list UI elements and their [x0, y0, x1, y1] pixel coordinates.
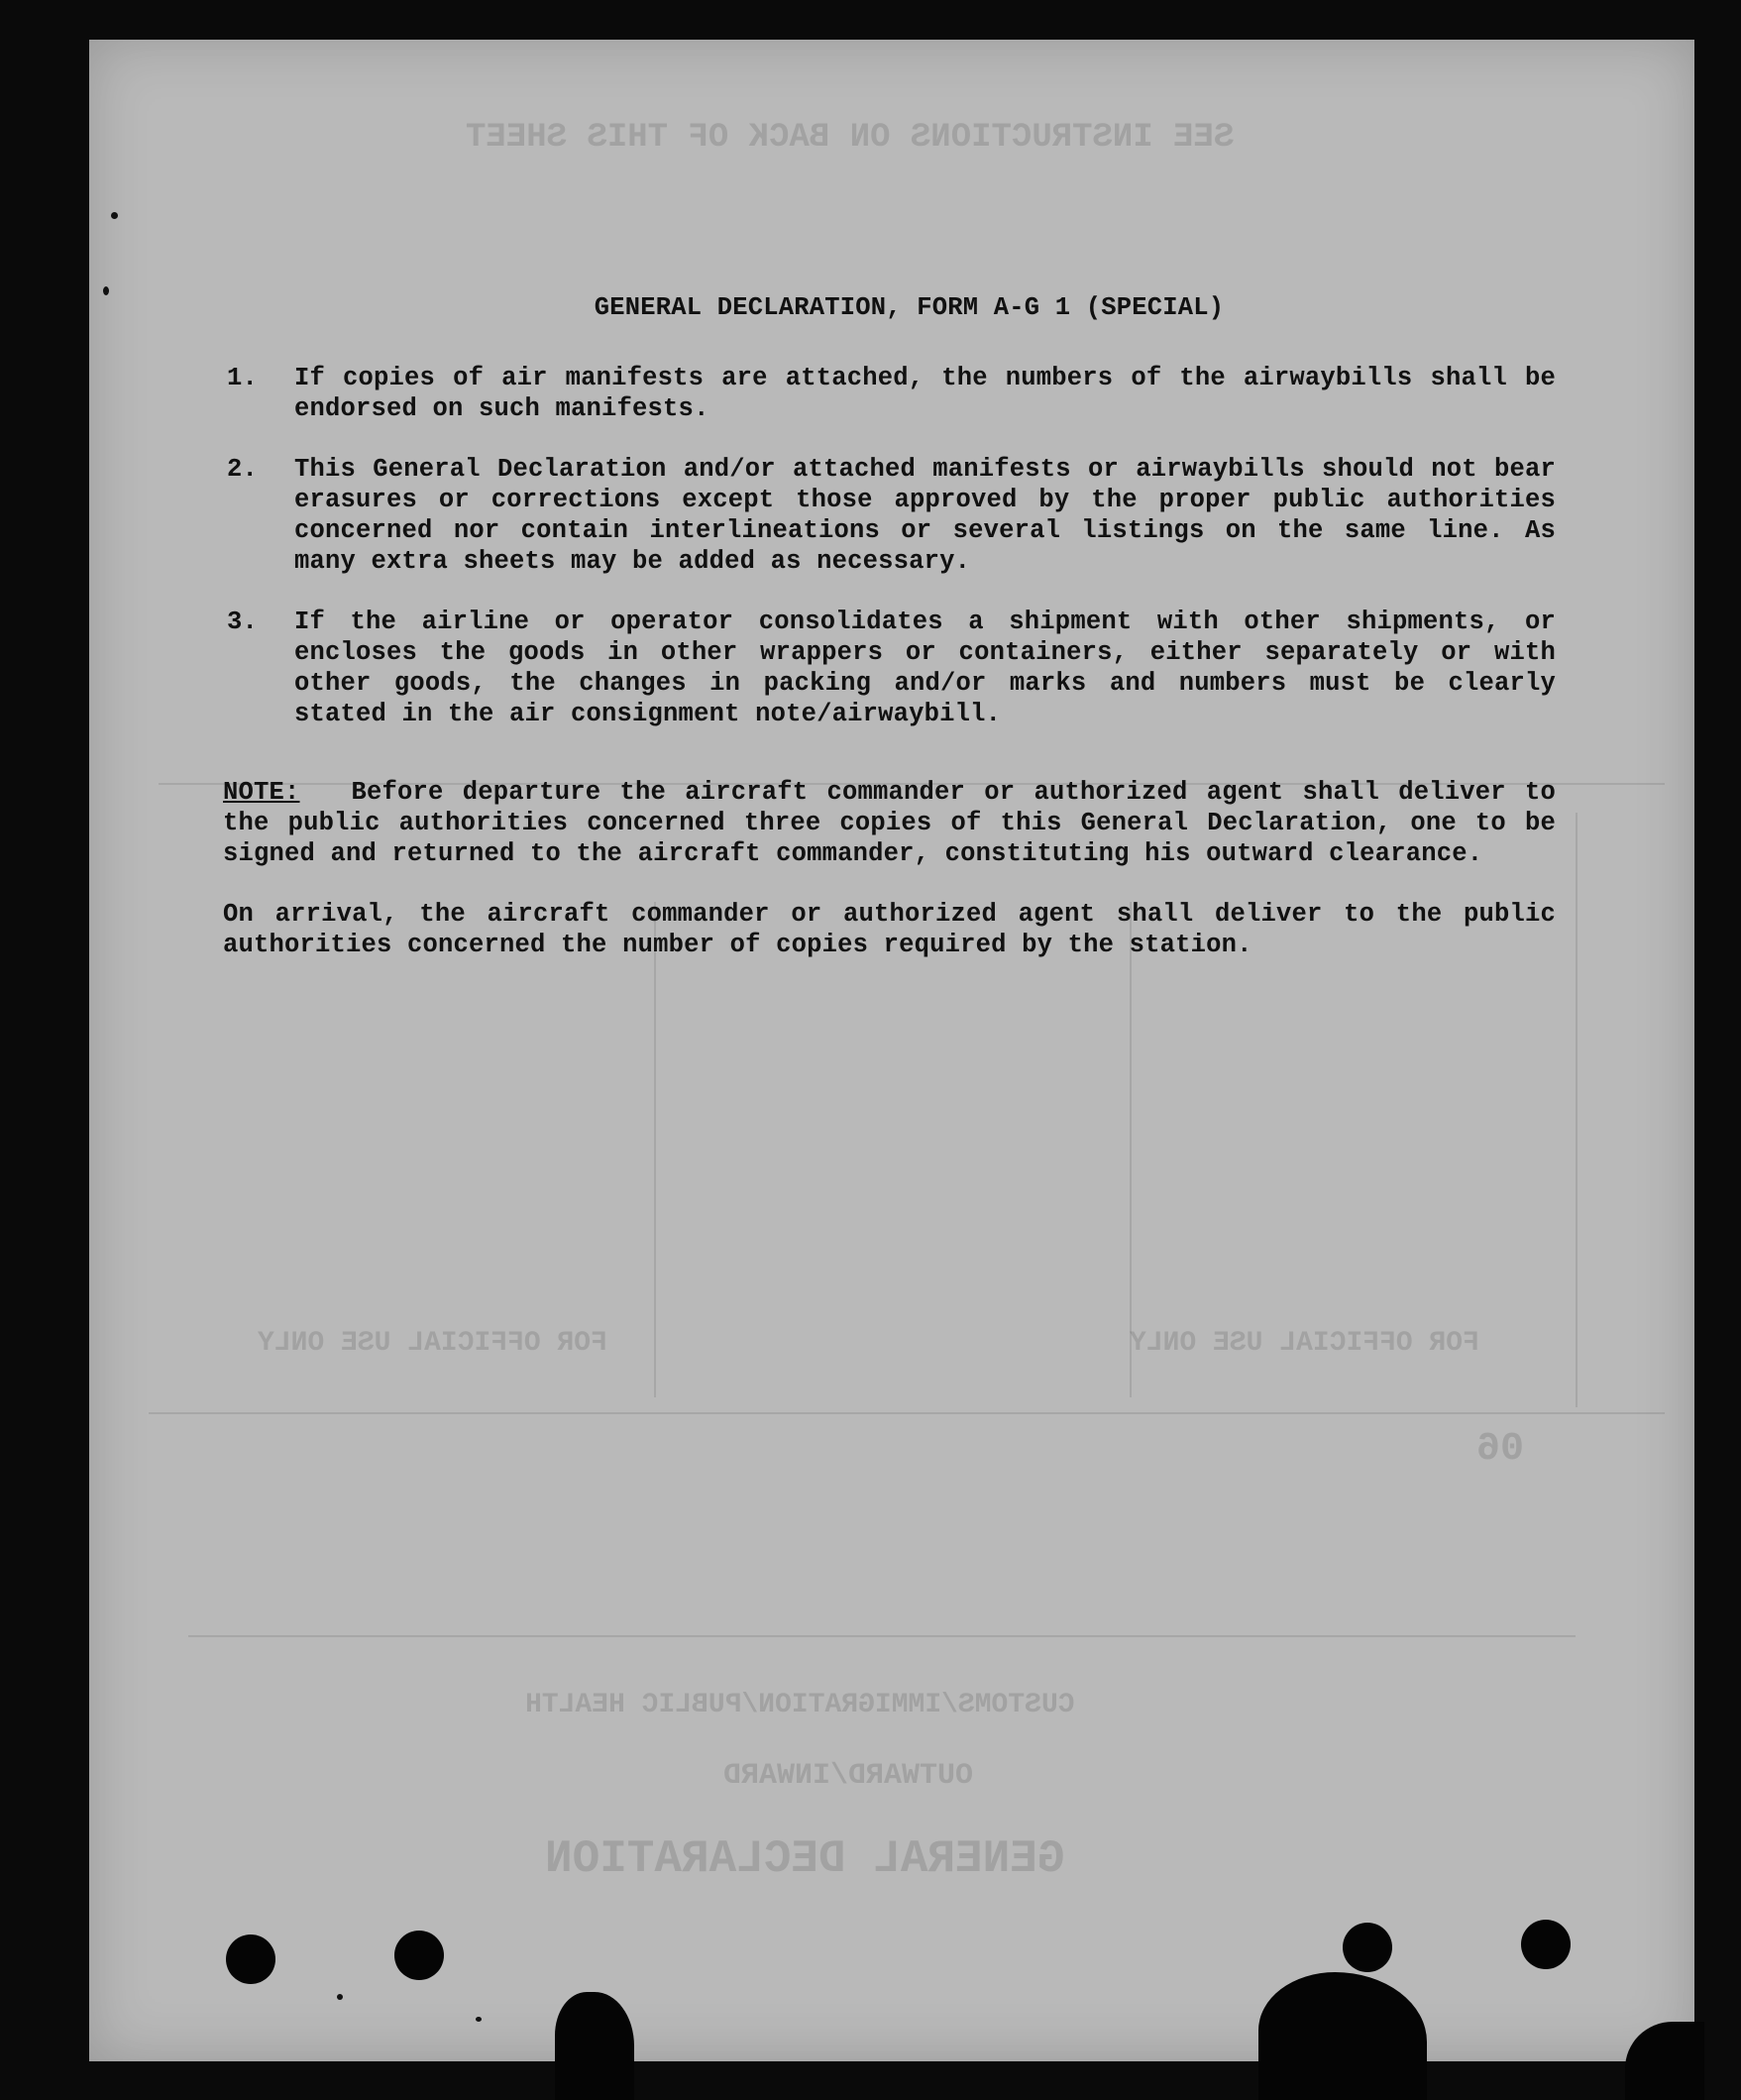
note-label: NOTE: [223, 778, 300, 807]
bleed-through-subheading: OUTWARD/INWARD [723, 1759, 974, 1793]
torn-edge [555, 1992, 634, 2100]
speck [476, 2017, 482, 2022]
speck [111, 212, 118, 219]
bleed-through-official-2: FOR OFFICIAL USE ONLY [258, 1328, 607, 1359]
page-title: GENERAL DECLARATION, FORM A-G 1 (SPECIAL) [594, 293, 1225, 322]
speck [103, 286, 109, 295]
instruction-text: This General Declaration and/or attached manifests or airwaybills should not bear erasures or corrections except those approved by the proper public authorities concerned nor contain interlineations or several listings on the same line. As many extra sheets may be added as necessary. [294, 455, 1556, 576]
bleed-through-rule [188, 1635, 1576, 1637]
bleed-through-official: FOR OFFICIAL USE ONLY [1130, 1328, 1479, 1359]
bleed-through-number: 06 [1476, 1427, 1525, 1472]
note-paragraph [223, 777, 1556, 869]
instruction-item [223, 607, 1556, 729]
bleed-through-customs: CUSTOMS/IMMIGRATION/PUBLIC HEALTH [525, 1690, 1075, 1720]
punch-hole [394, 1931, 444, 1980]
punch-hole [226, 1934, 275, 1984]
instruction-item [223, 454, 1556, 577]
declaration-instructions [223, 292, 1556, 960]
bleed-through-heading: GENERAL DECLARATION [545, 1833, 1065, 1885]
arrival-paragraph: On arrival, the aircraft commander or authorized agent shall deliver to the public authorities concerned the number of copies required by the station. [223, 900, 1556, 959]
instruction-text: If copies of air manifests are attached, the numbers of the airwaybills shall be endorsed on such manifests. [294, 364, 1556, 423]
instruction-item [223, 363, 1556, 424]
note-text: Before departure the aircraft commander or authorized agent shall deliver to the public authorities concerned three copies of this General Declaration, one to be signed and returned to the aircraft commander, constituting his outward clearance. [223, 778, 1556, 868]
bleed-through-rule [1576, 813, 1578, 1407]
bleed-through-rule [1130, 902, 1132, 1397]
instruction-text: If the airline or operator consolidates a shipment with other shipments, or encloses the goods in other wrappers or containers, either separately or with other goods, the changes in packing and/or marks and numbers must be clearly stated in the air consignment note/airwaybill. [294, 608, 1556, 728]
bleed-through-header: SEE INSTRUCTIONS ON BACK OF THIS SHEET [466, 119, 1235, 157]
instruction-number: 2. [227, 455, 259, 484]
bleed-through-rule [149, 1412, 1665, 1414]
speck [337, 1994, 343, 2000]
instruction-number: 1. [227, 364, 259, 392]
bleed-through-rule [654, 902, 656, 1397]
punch-hole [1343, 1923, 1392, 1972]
instruction-number: 3. [227, 608, 259, 636]
punch-hole [1521, 1920, 1571, 1969]
